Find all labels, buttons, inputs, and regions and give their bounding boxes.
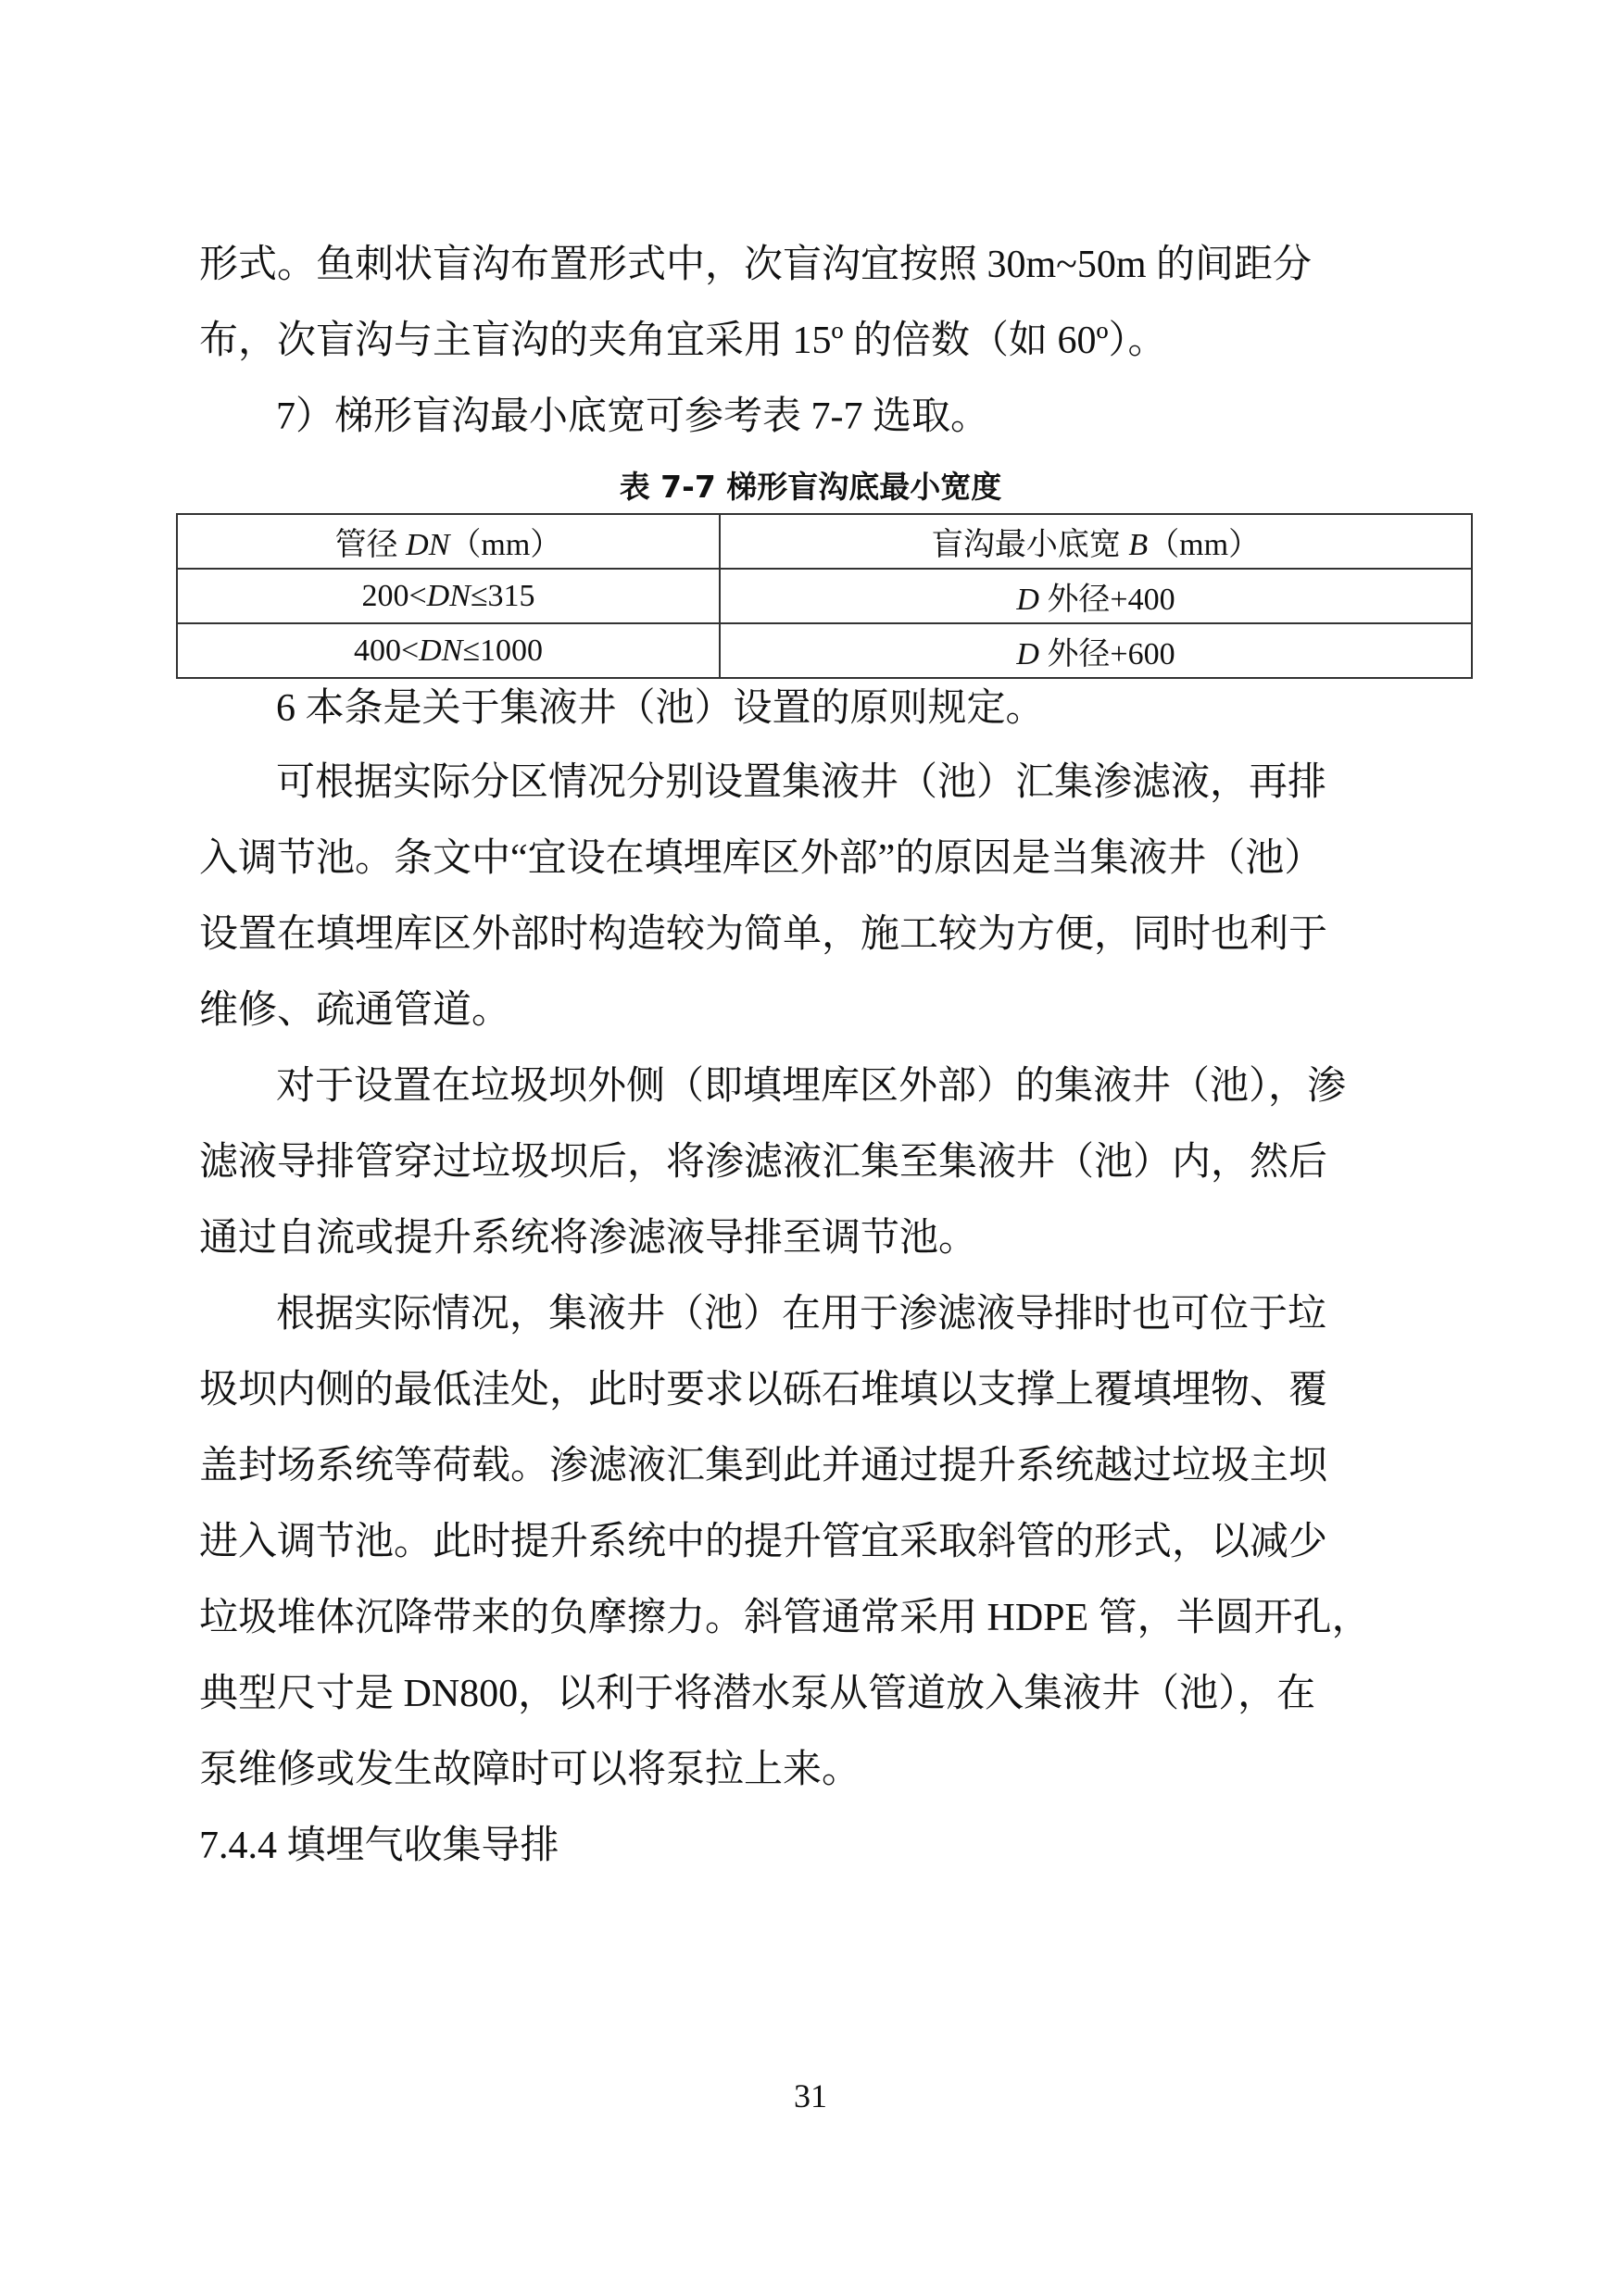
paragraph-line: 可根据实际分区情况分别设置集液井（池）汇集渗滤液，再排 — [276, 761, 1327, 804]
table-header-cell: 盲沟最小底宽 B（mm） — [720, 514, 1472, 569]
section-heading: 7.4.4 填埋气收集导排 — [199, 1825, 559, 1867]
table-cell: 200<DN≤315 — [177, 569, 720, 623]
table-caption: 表 7-7 梯形盲沟底最小宽度 — [619, 469, 1002, 505]
page-number: 31 — [794, 2077, 827, 2114]
paragraph-line: 根据实际情况，集液井（池）在用于渗滤液导排时也可位于垃 — [276, 1293, 1327, 1336]
table-cell: 400<DN≤1000 — [177, 623, 720, 678]
table-cell: D 外径+600 — [720, 623, 1472, 678]
paragraph-line: 7）梯形盲沟最小底宽可参考表 7-7 选取。 — [276, 395, 989, 438]
paragraph-line: 圾坝内侧的最低洼处，此时要求以砾石堆填以支撑上覆填埋物、覆 — [199, 1369, 1328, 1411]
paragraph-line: 布，次盲沟与主盲沟的夹角宜采用 15º 的倍数（如 60º）。 — [199, 320, 1167, 362]
paragraph-line: 设置在填埋库区外部时构造较为简单，施工较为方便，同时也利于 — [199, 913, 1328, 956]
paragraph-line: 盖封场系统等荷载。渗滤液汇集到此并通过提升系统越过垃圾主坝 — [199, 1445, 1328, 1487]
paragraph-line: 入调节池。条文中“宜设在填埋库区外部”的原因是当集液井（池） — [199, 837, 1324, 880]
paragraph-line: 滤液导排管穿过垃圾坝后，将渗滤液汇集至集液井（池）内，然后 — [199, 1141, 1328, 1184]
paragraph-line: 垃圾堆体沉降带来的负摩擦力。斜管通常采用 HDPE 管，半圆开孔， — [199, 1597, 1371, 1639]
table-row — [177, 623, 1472, 678]
paragraph-line: 进入调节池。此时提升系统中的提升管宜采取斜管的形式，以减少 — [199, 1521, 1328, 1563]
paragraph-line: 6 本条是关于集液井（池）设置的原则规定。 — [276, 687, 1045, 730]
paragraph-line: 典型尺寸是 DN800，以利于将潜水泵从管道放入集液井（池），在 — [199, 1673, 1316, 1715]
paragraph-line: 对于设置在垃圾坝外侧（即填埋库区外部）的集液井（池），渗 — [276, 1065, 1347, 1108]
paragraph-line: 通过自流或提升系统将渗滤液导排至调节池。 — [199, 1217, 978, 1260]
table-header-row — [177, 514, 1472, 569]
paragraph-line: 维修、疏通管道。 — [199, 989, 511, 1032]
min-width-table — [176, 513, 1473, 679]
paragraph-line: 形式。鱼刺状盲沟布置形式中，次盲沟宜按照 30m~50m 的间距分 — [199, 244, 1313, 286]
table-row — [177, 569, 1472, 623]
paragraph-line: 泵维修或发生故障时可以将泵拉上来。 — [199, 1749, 861, 1791]
table-cell: D 外径+400 — [720, 569, 1472, 623]
table-header-cell: 管径 DN（mm） — [177, 514, 720, 569]
